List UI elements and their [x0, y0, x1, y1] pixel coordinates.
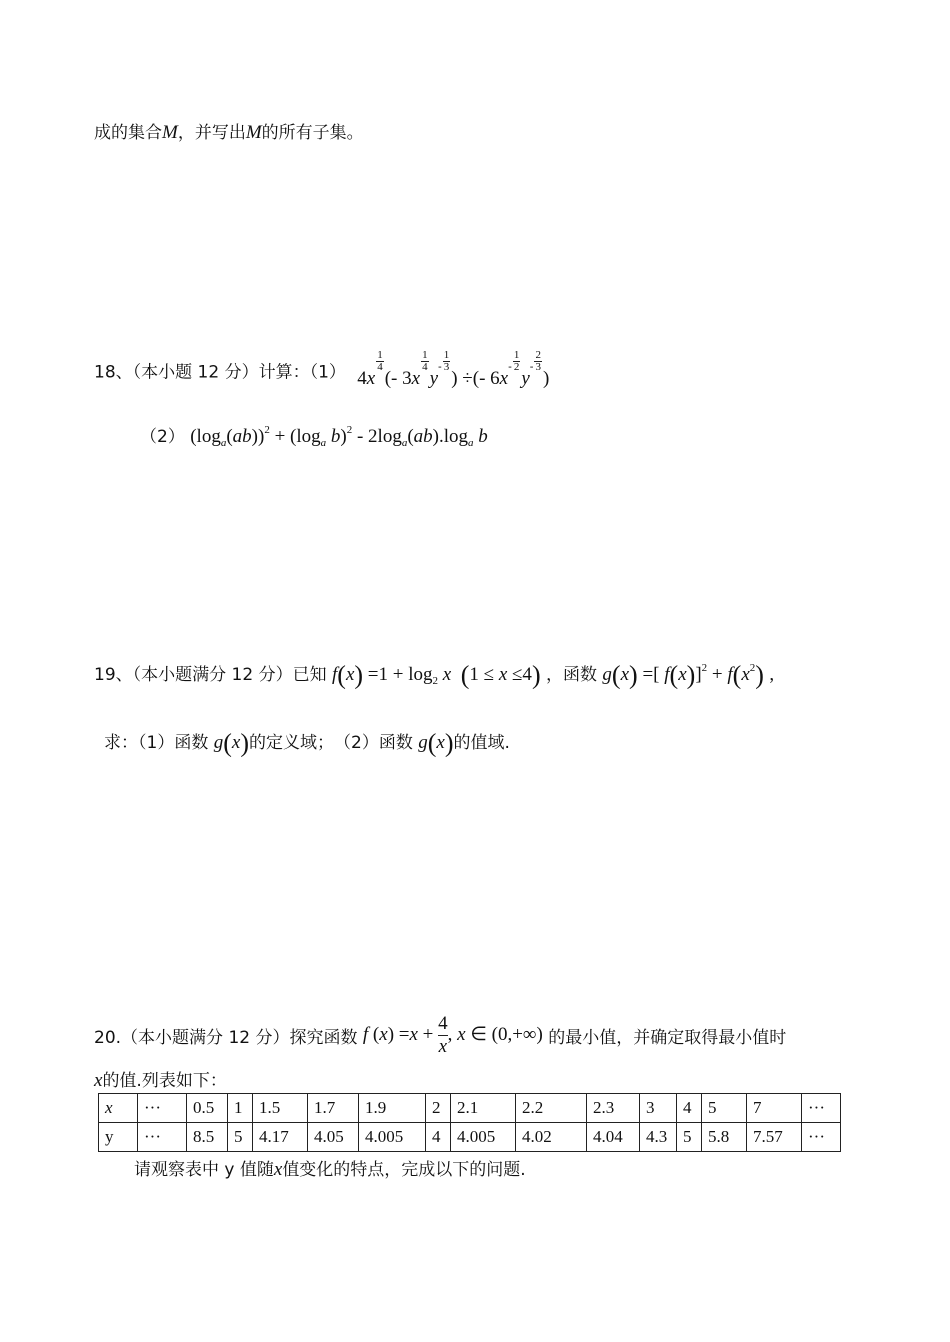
q18-expr2: $(\log_a(ab))^2 + (\log_a$ $b)^2 - 2\log_a(ab).\log_a$ b — [190, 424, 488, 449]
table-cell: 7.57 — [747, 1123, 802, 1152]
text: , — [769, 664, 775, 685]
table-cell: 4 — [426, 1123, 451, 1152]
text: 的最小值，并确定取得最小值时 — [548, 1028, 787, 1048]
set-var: M — [245, 122, 262, 143]
table-cell: 8.5 — [187, 1123, 228, 1152]
table-cell: 5 — [228, 1123, 253, 1152]
table-cell: 7 — [747, 1094, 802, 1123]
table-cell: 0.5 — [187, 1094, 228, 1123]
table-cell: 4.05 — [308, 1123, 359, 1152]
q18-line2 — [140, 422, 488, 449]
table-cell: 1 — [228, 1094, 253, 1123]
text: 请观察表中 y 值随 — [134, 1160, 274, 1180]
value-table — [98, 1093, 841, 1152]
table-cell: 4.17 — [253, 1123, 308, 1152]
q18-expr1: 4x $^{\frac{1}{4}}$ (- 3x $^{\frac{1}{4}}$ y- $^{\frac{1}{3}}$ ) ÷(- 6x- $^{\frac{1}{2}}$ y- $^{\frac{2}{3}}$ ) — [357, 349, 550, 389]
g-of-x: g(x) — [213, 728, 250, 758]
table-row-x — [99, 1094, 841, 1123]
table-cell: 4.005 — [359, 1123, 426, 1152]
table-cell: y — [99, 1123, 138, 1152]
text: 求：（1）函数 — [104, 733, 209, 753]
q18-line1 — [94, 350, 549, 390]
q19-g-def: g(x) =[ $f(x)]^2 + f(x^2)$ — [602, 660, 764, 690]
text: ，并写出 — [177, 123, 246, 143]
text: 值变化的特点，完成以下的问题. — [282, 1160, 526, 1180]
table-cell: 2.3 — [587, 1094, 640, 1123]
q20-line2 — [94, 1066, 227, 1092]
text: 的定义域； （2）函数 — [249, 733, 413, 753]
table-cell: 5 — [677, 1123, 702, 1152]
q18-label: 18、（本小题 12 分）计算：（1） — [94, 362, 346, 383]
table-cell: 1.7 — [308, 1094, 359, 1123]
q17-continuation-line — [94, 118, 364, 144]
table-cell: x — [99, 1094, 138, 1123]
var-x: x — [94, 1070, 103, 1091]
table-cell: 2.1 — [451, 1094, 516, 1123]
text: 成的集合 — [94, 123, 162, 143]
table-cell: 5.8 — [702, 1123, 747, 1152]
q19-line2 — [104, 728, 510, 759]
q20-after-table — [134, 1155, 526, 1181]
table-cell: ··· — [802, 1123, 841, 1152]
text: 的所有子集。 — [261, 123, 364, 143]
text: 的值.列表如下： — [102, 1071, 227, 1091]
q19-f-def: $f(x) =1 + \log_2 x$ (1 ≤ x ≤4) — [331, 660, 541, 690]
table-row-y — [99, 1123, 841, 1152]
table-cell: 1.5 — [253, 1094, 308, 1123]
q20-label: 20.（本小题满分 12 分）探究函数 — [94, 1028, 358, 1048]
q19-label: 19、（本小题满分 12 分）已知 — [94, 665, 327, 685]
table-cell: 1.9 — [359, 1094, 426, 1123]
table-cell: ··· — [138, 1123, 187, 1152]
table-cell: 2 — [426, 1094, 451, 1123]
table-cell: 4.02 — [516, 1123, 587, 1152]
table-cell: 4 — [677, 1094, 702, 1123]
table-cell: 4.3 — [640, 1123, 677, 1152]
q20-line1 — [94, 1013, 786, 1058]
table-cell: ··· — [802, 1094, 841, 1123]
table-cell: 4.04 — [587, 1123, 640, 1152]
set-var: M — [162, 122, 178, 143]
table-cell: 4.005 — [451, 1123, 516, 1152]
table-cell: 3 — [640, 1094, 677, 1123]
q18-part2-label: （2） — [140, 427, 185, 447]
text: ，函数 — [546, 665, 598, 685]
table-cell: 2.2 — [516, 1094, 587, 1123]
q20-f-def: f (x) =x + $\frac{4}{x}$ , x ∈ (0,+∞) — [362, 1013, 543, 1057]
table-cell: 5 — [702, 1094, 747, 1123]
table-cell: ··· — [138, 1094, 187, 1123]
g-of-x: g(x) — [418, 728, 454, 758]
q19-line1 — [94, 660, 774, 691]
text: 的值域. — [453, 733, 510, 753]
var-x: x — [273, 1159, 283, 1180]
